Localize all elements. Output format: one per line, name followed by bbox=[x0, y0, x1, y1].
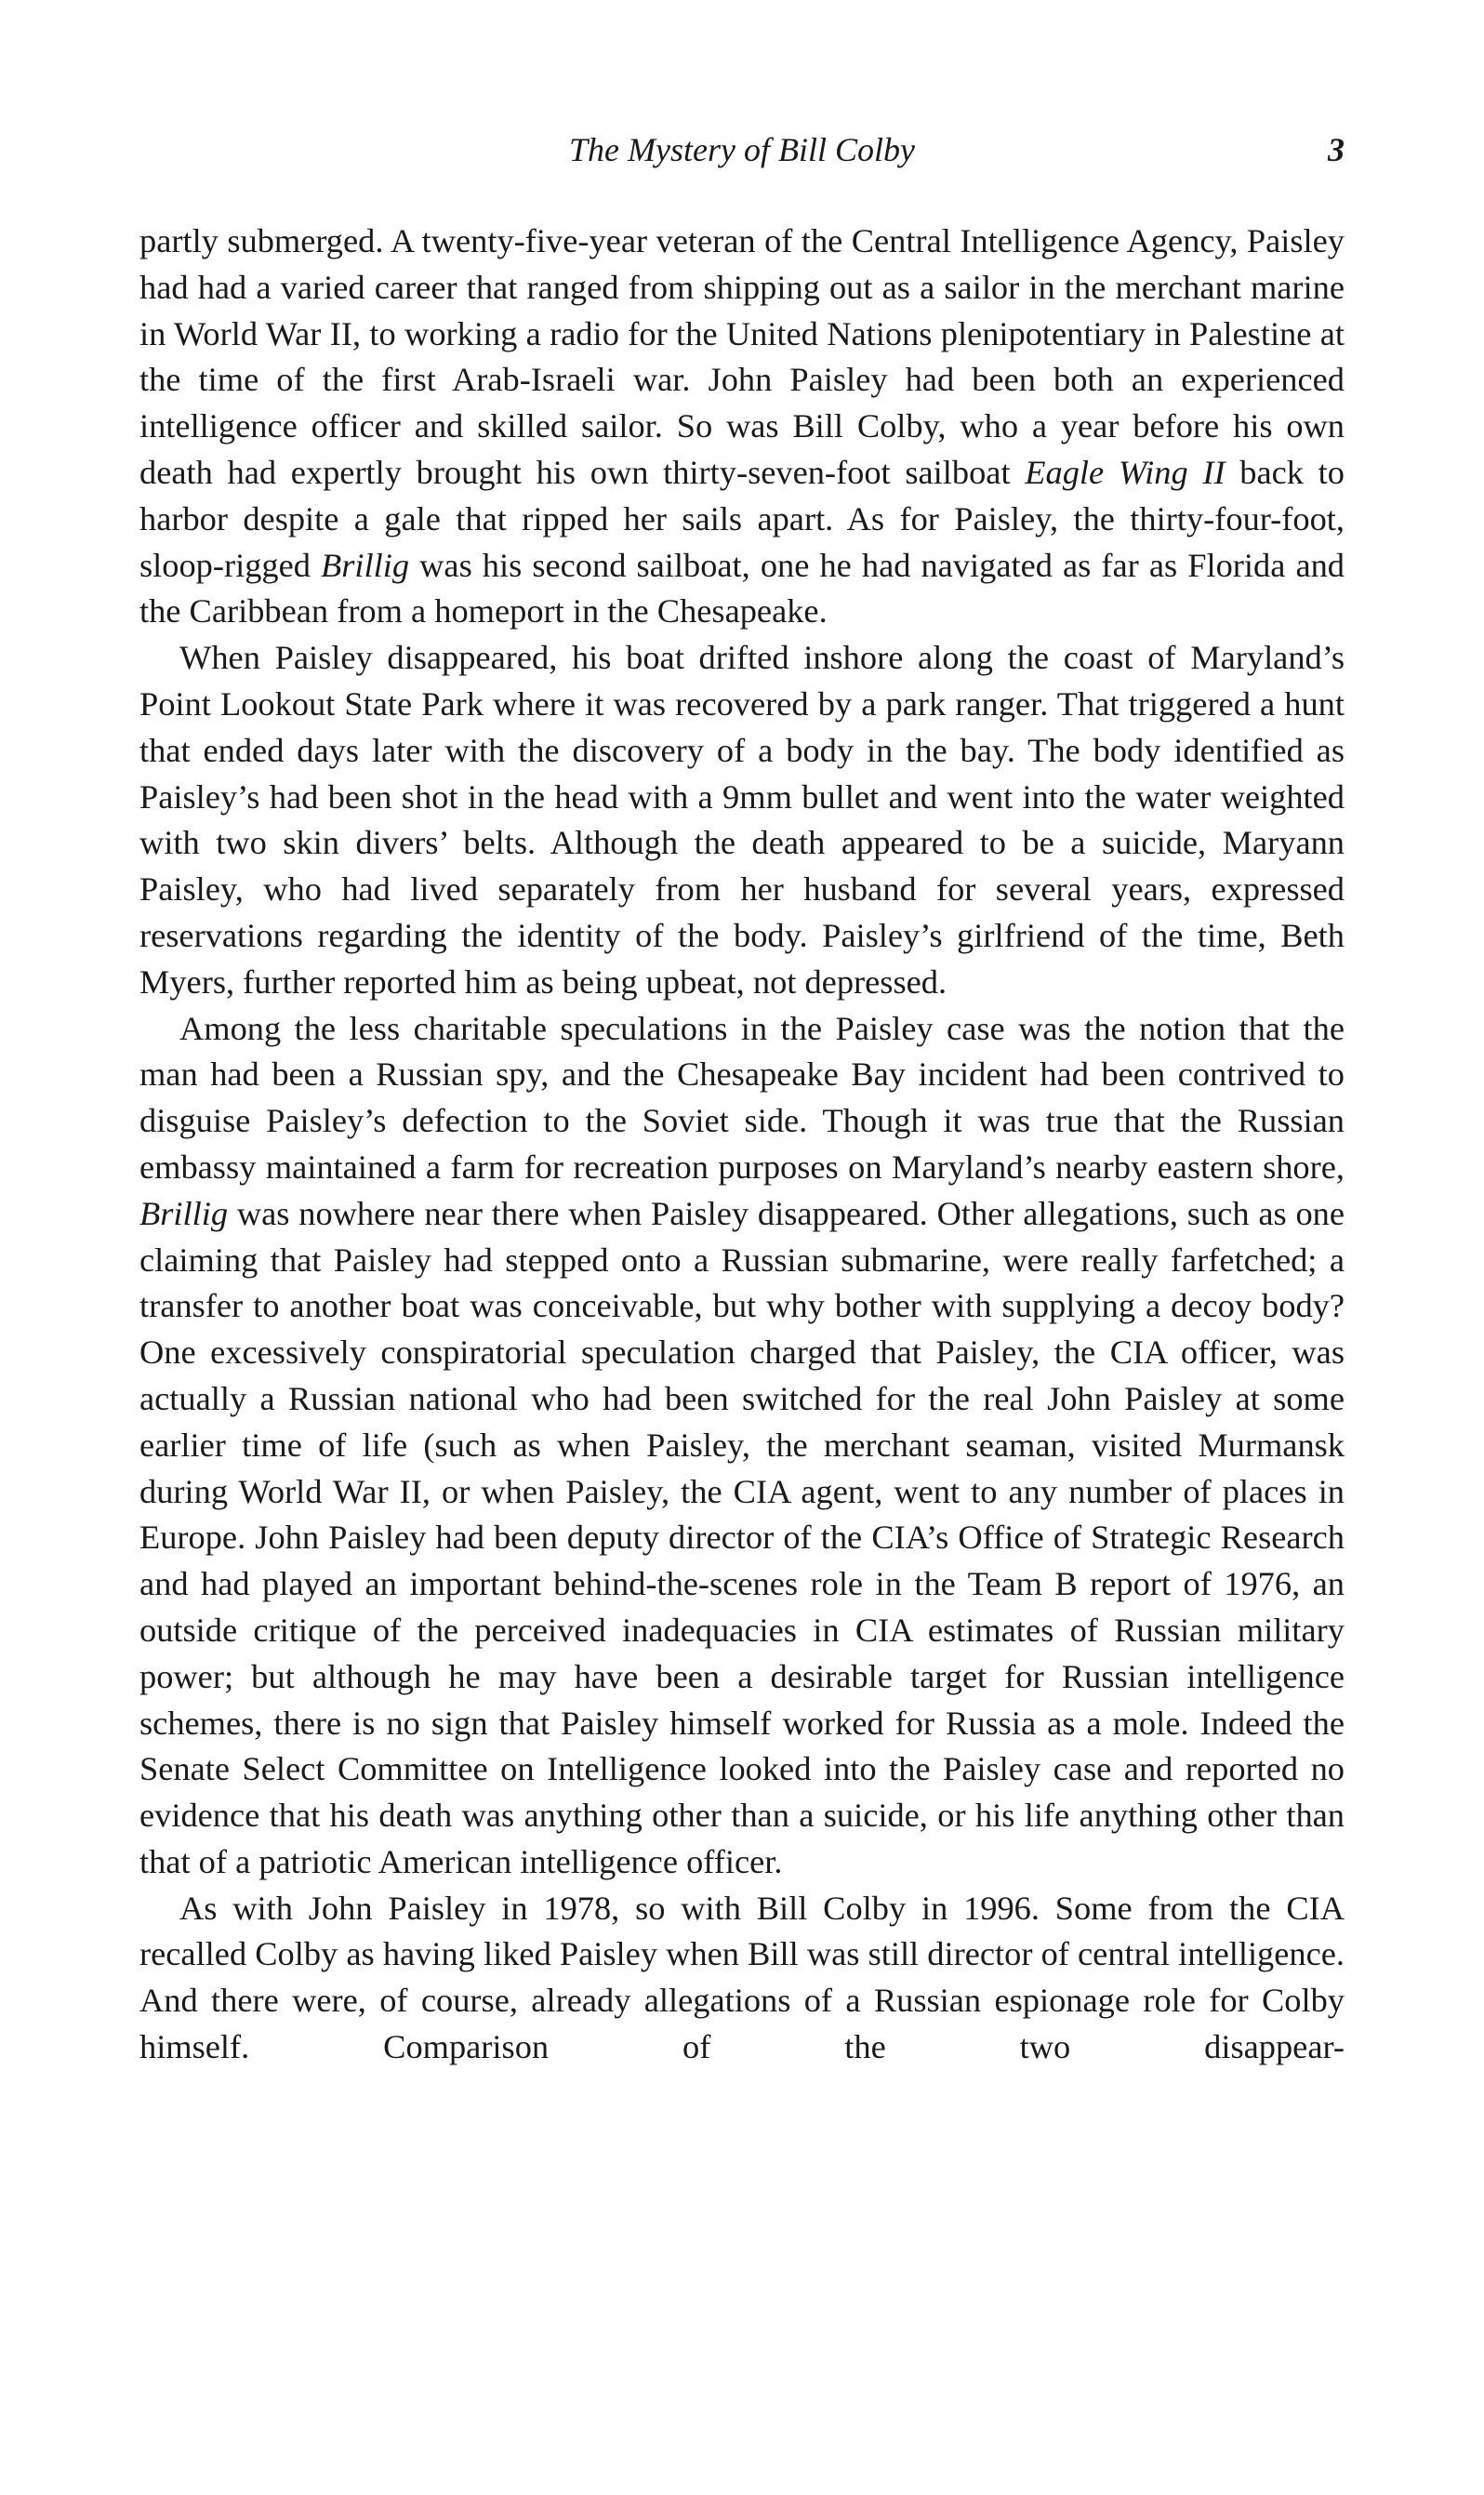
text-run: was his second sailboat, one he had navigated as far as Florida and the Caribbean from a homeport in the Chesapeake. bbox=[139, 546, 1345, 630]
paragraph bbox=[139, 219, 1345, 635]
book-page bbox=[139, 130, 1345, 2071]
running-title: The Mystery of Bill Colby bbox=[569, 131, 915, 168]
italic-title: Brillig bbox=[321, 546, 410, 584]
body-text bbox=[139, 219, 1345, 2071]
text-run: As with John Paisley in 1978, so with Bill Colby in 1996. Some from the CIA recalled Colby as having liked Paisley when Bill was still director of central intelligence. And there were, of course, already allegations of a Russian espionage role for Colby himself. Comparison of the two disappear- bbox=[139, 1889, 1345, 2066]
running-head bbox=[139, 130, 1345, 177]
text-run: partly submerged. A twenty-five-year veteran of the Central Intelligence Agency, Paisley had had a varied career that ranged from shipping out as a sailor in the merchant marine in World War II, to working a radio for the United Nations plenipotentiary in Palestine at the time of the first Arab-Israeli war. John Paisley had been both an experienced intelligence officer and skilled sailor. So was Bill Colby, who a year before his own death had expertly brought his own thirty-seven-foot sailboat bbox=[139, 222, 1345, 491]
page-number: 3 bbox=[1328, 131, 1345, 168]
paragraph bbox=[139, 1886, 1345, 2071]
text-run: Among the less charitable speculations in the Paisley case was the notion that the man had been a Russian spy, and the Chesapeake Bay incident had been contrived to disguise Paisley’s defection to the Soviet side. Though it was true that the Russian embassy maintained a farm for recreation purposes on Maryland’s nearby eastern shore, bbox=[139, 1009, 1345, 1186]
text-run: When Paisley disappeared, his boat drifted inshore along the coast of Maryland’s Point Lookout State Park where it was recovered by a park ranger. That triggered a hunt that ended days later with the discovery of a body in the bay. The body identified as Paisley’s had been shot in the head with a 9mm bullet and went into the water weighted with two skin divers’ belts. Although the death appeared to be a suicide, Maryann Paisley, who had lived separately from her husband for several years, expressed reservations regarding the identity of the body. Paisley’s girlfriend of the time, Beth Myers, further reported him as being upbeat, not depressed. bbox=[139, 639, 1345, 1001]
paragraph bbox=[139, 635, 1345, 1005]
paragraph bbox=[139, 1006, 1345, 1886]
italic-title: Brillig bbox=[139, 1194, 229, 1232]
text-run: back to harbor despite a gale that ripped her sails apart. As for Paisley, the thirty-four-foot, sloop-rigged bbox=[139, 453, 1345, 584]
italic-title: Eagle Wing II bbox=[1025, 453, 1226, 491]
text-run: was nowhere near there when Paisley disappeared. Other allegations, such as one claiming that Paisley had stepped onto a Russian submarine, were really farfetched; a transfer to another boat was conceivable, but why bother with supplying a decoy body? One excessively conspiratorial speculation charged that Paisley, the CIA officer, was actually a Russian national who had been switched for the real John Paisley at some earlier time of life (such as when Paisley, the merchant seaman, visited Murmansk during World War II, or when Paisley, the CIA agent, went to any number of places in Europe. John Paisley had been deputy director of the CIA’s Office of Strategic Research and had played an important behind-the-scenes role in the Team B report of 1976, an outside critique of the perceived inadequacies in CIA estimates of Russian military power; but although he may have been a desirable target for Russian intelligence schemes, there is no sign that Paisley himself worked for Russia as a mole. Indeed the Senate Select Committee on Intelligence looked into the Paisley case and reported no evidence that his death was anything other than a suicide, or his life anything other than that of a patriotic American intelligence officer. bbox=[139, 1194, 1345, 1880]
